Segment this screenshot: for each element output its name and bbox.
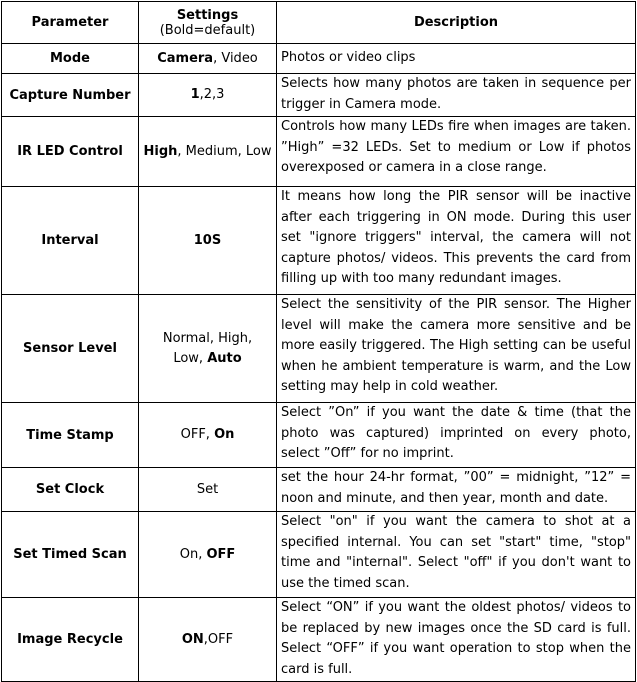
settings-cell <box>139 187 277 295</box>
description-cell: Select the sensitivity of the PIR sensor. The Higher level will make the camera more sensitive and be more easily triggered. The High setting can be useful when he ambient temperature is warm, and the Low setting may help in cold weather. <box>277 295 636 403</box>
setting-value: OFF, <box>180 427 215 442</box>
table-row <box>2 74 636 117</box>
default-setting-value: High <box>143 143 178 159</box>
table-row <box>2 468 636 512</box>
table-row <box>2 598 636 682</box>
parameter-cell: Image Recycle <box>2 598 139 682</box>
header-row <box>2 2 636 44</box>
description-cell: Selects how many photos are taken in sequence per trigger in Camera mode. <box>277 74 636 117</box>
default-setting-value: On <box>214 427 235 442</box>
settings-cell <box>139 468 277 512</box>
settings-cell <box>139 598 277 682</box>
description-cell: set the hour 24-hr format, ”00” = midnight, ”12” = noon and minute, and then year, month and date. <box>277 468 636 512</box>
default-setting-value: OFF <box>206 546 236 562</box>
settings-cell <box>139 117 277 187</box>
default-setting-value: Camera <box>157 50 214 66</box>
description-cell: Select ”On” if you want the date & time (that the photo was captured) imprinted on every photo, select ”Off” for no imprint. <box>277 403 636 468</box>
setting-value: ,2,3 <box>199 87 225 102</box>
parameter-cell: Interval <box>2 187 139 295</box>
parameter-cell: Capture Number <box>2 74 139 117</box>
description-cell: Select “ON” if you want the oldest photos/ videos to be replaced by new images once the SD card is full. Select “OFF” if you want operation to stop when the card is full. <box>277 598 636 682</box>
settings-cell <box>139 512 277 598</box>
default-setting-value: 10S <box>193 232 222 248</box>
default-setting-value: ON <box>181 631 204 647</box>
setting-value: , Video <box>213 50 258 66</box>
table-row <box>2 44 636 74</box>
header-settings <box>139 2 277 44</box>
parameter-cell: Mode <box>2 44 139 74</box>
setting-value: Set <box>196 481 219 497</box>
setting-value: Normal, High, <box>162 330 253 346</box>
settings-cell <box>139 74 277 117</box>
description-cell: It means how long the PIR sensor will be inactive after each triggering in ON mode. During this user set "ignore triggers" interval, the camera will not capture photos/ videos. This prevents the card from filling up with too many redundant images. <box>277 187 636 295</box>
table-row <box>2 403 636 468</box>
table-row <box>2 512 636 598</box>
header-settings-title: Settings <box>176 7 239 23</box>
parameter-cell: Set Clock <box>2 468 139 512</box>
header-description: Description <box>277 2 636 44</box>
settings-table <box>1 1 636 682</box>
parameter-cell: Set Timed Scan <box>2 512 139 598</box>
setting-value: Low, <box>173 350 208 366</box>
table-row <box>2 295 636 403</box>
setting-value: On, <box>179 546 207 562</box>
header-parameter: Parameter <box>2 2 139 44</box>
parameter-cell: Time Stamp <box>2 403 139 468</box>
table-row <box>2 117 636 187</box>
setting-value: ,OFF <box>203 631 234 647</box>
setting-value: , Medium, Low <box>177 143 272 159</box>
default-setting-value: Auto <box>207 350 242 366</box>
header-settings-subtitle: (Bold=default) <box>159 22 256 38</box>
table-row <box>2 187 636 295</box>
default-setting-value: 1 <box>190 87 200 102</box>
description-cell: Photos or video clips <box>277 44 636 74</box>
settings-cell <box>139 403 277 468</box>
description-cell: Controls how many LEDs fire when images are taken. ”High” =32 LEDs. Set to medium or Low if photos overexposed or camera in a close range. <box>277 117 636 187</box>
description-cell: Select "on" if you want the camera to shot at a specified internal. You can set "start" time, "stop" time and "internal". Select "off" if you don't want to use the timed scan. <box>277 512 636 598</box>
parameter-cell: Sensor Level <box>2 295 139 403</box>
parameter-cell: IR LED Control <box>2 117 139 187</box>
settings-cell <box>139 295 277 403</box>
settings-cell <box>139 44 277 74</box>
